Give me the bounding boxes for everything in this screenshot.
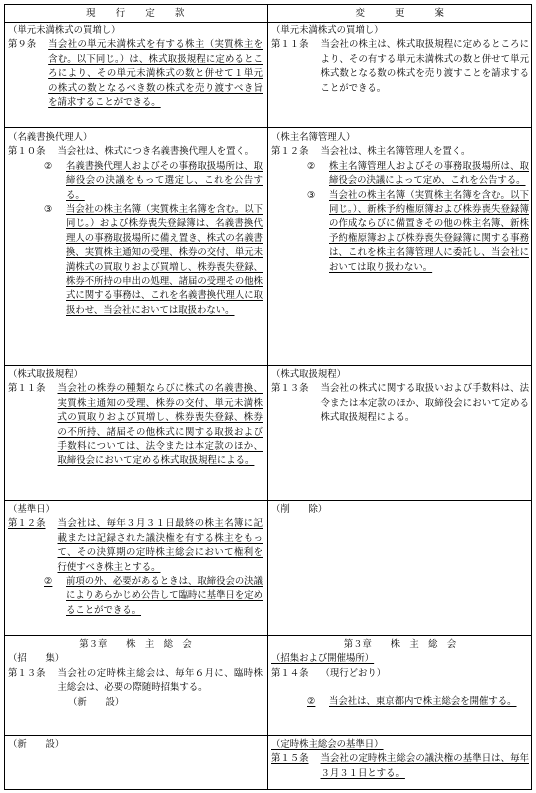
article-number: 第１５条 (271, 753, 309, 765)
section-title: （株式取扱規程） (271, 369, 347, 380)
paragraph-2 (307, 160, 529, 189)
section-title: （株主名簿管理人） (271, 132, 356, 143)
article-text: 当会社の定時株主総会は、毎年６月に、臨時株主総会は、必要の際随時招集する。 (57, 667, 263, 694)
header-proposed-changes: 変 更 案 (355, 8, 445, 19)
article-text: 当会社の株主は、株式取扱規程に定めるところにより、その有する単元未満株式の数と併せて単元株式数となる数の株式を売り渡すことを請求することができる。 (320, 39, 529, 94)
section-title: （招 集） (8, 653, 65, 665)
article-number: 第１４条 (271, 667, 309, 679)
row-4-proposed (271, 503, 529, 517)
section-title: （単元未満株式の買増し） (8, 25, 121, 36)
article (271, 145, 529, 159)
article-number: 第１２条 (8, 518, 46, 530)
article (8, 667, 263, 696)
article-number: 第１１条 (271, 39, 309, 51)
row-divider (5, 635, 531, 636)
chapter-heading: 第３章 株 主 総 会 (79, 639, 192, 650)
article-number: 第１１条 (8, 383, 46, 395)
article-number: 第１２条 (271, 146, 309, 158)
section-title: （招集および開催場所） (271, 653, 375, 665)
row-5-current (8, 638, 263, 710)
article (8, 382, 263, 468)
article-text: 当会社は、株式につき名義書換代理人を置く。 (57, 146, 255, 158)
paragraph-mark: ③ (307, 189, 316, 201)
row-divider (5, 365, 531, 366)
paragraph-text: 当会社の株主名簿（実質株主名簿を含む。以下同じ。）、新株予約権原簿および株券喪失登録簿の作成ならびに備置きその他の株主名簿、新株予約権原簿および株券喪失登録簿に関する事務は、これを株主名簿管理人に委託し、当会社においては取り扱わない。 (329, 189, 529, 273)
articles-comparison-table (4, 4, 532, 790)
paragraph-3 (307, 189, 529, 275)
article (271, 752, 529, 781)
paragraph-mark: ③ (44, 204, 53, 216)
row-divider (5, 127, 531, 128)
row-2-current (8, 131, 263, 318)
section-title: （新 設） (8, 739, 65, 750)
article (271, 667, 529, 681)
paragraph-text: 株主名簿管理人およびその事務取扱場所は、取締役会の決議によって定め、これを公告する。 (329, 160, 529, 187)
column-divider (267, 5, 268, 789)
row-4-current (8, 503, 263, 618)
article-number: 第１３条 (8, 667, 46, 679)
article-number: 第１３条 (271, 383, 309, 395)
article (8, 517, 263, 575)
row-1-current (8, 24, 263, 110)
article-number: 第１０条 (8, 146, 46, 158)
row-divider (5, 500, 531, 501)
row-divider (5, 735, 531, 736)
paragraph-text: 当会社の株主名簿（実質株主名簿を含む。以下同じ。）および株券喪失登録簿は、名義書換代理人の事務取扱場所に備え置き、株式の名義書換、実質株主通知の受理、株券の交付、単元未満株式の買取りおよび買増し、株券喪失登録、株券不所持の申出の処理、諸届の受理その他株式に関する事務は、これを名義書換代理人に取扱わせ、当会社においては取扱わない。 (66, 204, 263, 316)
row-1-proposed (271, 24, 529, 96)
section-title: （定時株主総会の基準日） (271, 739, 384, 750)
section-title: （削 除） (271, 504, 328, 515)
article (8, 38, 263, 110)
chapter-heading: 第３章 株 主 総 会 (343, 639, 457, 650)
paragraph-2 (307, 695, 529, 709)
article (271, 382, 529, 425)
paragraph-3 (44, 203, 263, 318)
paragraph-mark: ② (307, 160, 316, 172)
article-text: （現行どおり） (320, 667, 387, 679)
paragraph-text: 当会社は、東京都内で株主総会を開催する。 (329, 696, 517, 708)
header-divider (5, 22, 531, 23)
row-6-proposed (271, 738, 529, 781)
paragraph-text: 前項の外、必要があるときは、取締役会の決議によりあらかじめ公告して臨時に基準日を定めることができる。 (66, 576, 263, 616)
section-title: （名義書換代理人） (8, 132, 93, 143)
article-text: 当会社は、株主名簿管理人を置く。 (320, 146, 471, 158)
row-6-current (8, 738, 263, 752)
article (271, 38, 529, 96)
row-2-proposed (271, 131, 529, 275)
article (8, 145, 263, 159)
paragraph-text: 名義書換代理人およびその事務取扱場所は、取締役会の決議をもって選定し、これを公告する。 (66, 160, 263, 201)
header-current-articles: 現 行 定 款 (86, 8, 185, 19)
paragraph-mark: ② (44, 576, 53, 588)
row-3-current (8, 368, 263, 469)
row-5-proposed (271, 638, 529, 710)
article-text: 当会社の単元未満株式を有する株主（実質株主を含む。以下同じ。）は、株式取扱規程に定めるところにより、その単元未満株式の数と併せて１単元の株式の数となるべき数の株式を売り渡すべき旨を請求することができる。 (48, 39, 263, 109)
article-text: 当会社は、毎年３月３１日最終の株主名簿に記載または記録された議決権を有する株主をもって、その決算期の定時株主総会において権利を行使すべき株主とする。 (57, 518, 263, 573)
section-title: （基準日） (8, 504, 55, 515)
article-number: 第９条 (8, 39, 37, 51)
row-3-proposed (271, 368, 529, 426)
article-text: 当会社の株券の種類ならびに株式の名義書換、実質株主通知の受理、株券の交付、単元未満株式の買取りおよび買増し、株券喪失登録、株券の不所持、諸届その他株式に関する取扱および手数料については、法令または本定款のほか、取締役会において定める株式取扱規程による。 (57, 383, 263, 467)
article-text: 当会社の定時株主総会の議決権の基準日は、毎年３月３１日とする。 (320, 753, 529, 779)
paragraph-mark: ② (307, 696, 316, 708)
section-title: （単元未満株式の買増し） (271, 25, 384, 36)
paragraph-2 (44, 160, 263, 203)
new-provision-note: （新 設） (68, 696, 125, 708)
article-text: 当会社の株式に関する取扱いおよび手数料は、法令または本定款のほか、取締役会において定める株式取扱規程による。 (320, 383, 529, 424)
section-title: （株式取扱規程） (8, 369, 84, 380)
paragraph-mark: ② (44, 160, 53, 172)
paragraph-2 (44, 575, 263, 618)
